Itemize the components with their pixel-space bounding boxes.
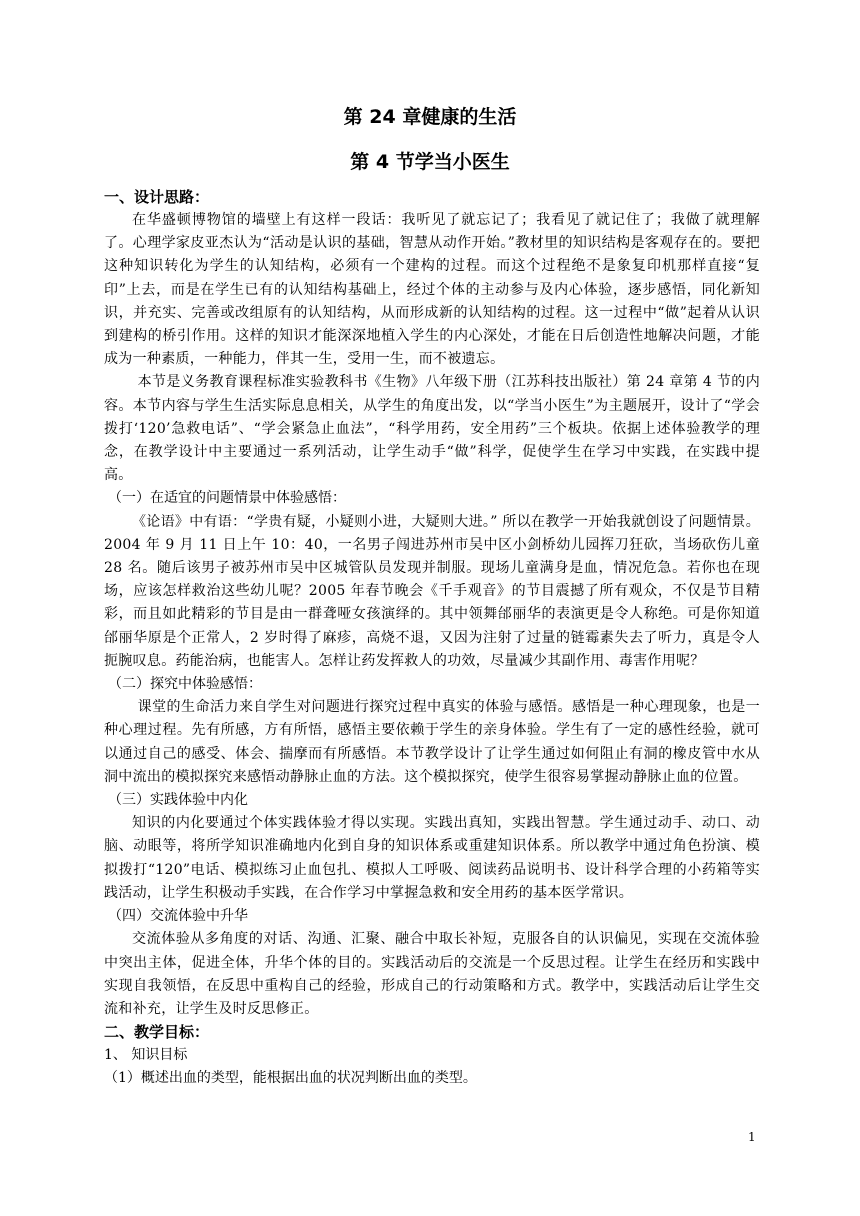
paragraph-exchange: 交流体验从多角度的对话、沟通、汇聚、融合中取长补短，克服各自的认识偏见，实现在交流体验中突出主体，促进全体，升华个体的目的。实践活动后的交流是一个反思过程。让学生在经历和实践中实现自我领悟，在反思中重构自己的经验，形成自己的行动策略和方式。教学中，实践活动后让学生交流和补充，让学生及时反思修正。 bbox=[104, 931, 760, 1017]
paragraph-problem-situation: 《论语》中有语：“学贵有疑，小疑则小进，大疑则大进。” 所以在教学一开始我就创设了问题情景。2004 年 9 月 11 日上午 10：40，一名男子闯进苏州市吴中区小剑桥幼儿园挥刀狂砍，当场砍伤儿童 28 名。随后该男子被苏州市吴中区城管队员发现并制服。现场儿童满身是血，情况危急。若你也在现场，应该怎样救治这些幼儿呢？2005 年春节晚会《千手观音》的节目震撼了所有观众，不仅是节目精彩，而且如此精彩的节目是由一群聋哑女孩演绎的。其中领舞邰丽华的表演更是令人称绝。可是你知道邰丽华原是个正常人，2 岁时得了麻疹，高烧不退，又因为注射了过量的链霉素失去了听力，真是令人扼腕叹息。药能治病，也能害人。怎样让药发挥救人的功效，尽量减少其副作用、毒害作用呢？ bbox=[104, 513, 760, 669]
chapter-title: 第 24 章健康的生活 bbox=[343, 106, 517, 128]
list-item-knowledge-goal: 1、 知识目标 bbox=[104, 1047, 188, 1064]
paragraph-inquiry: 课堂的生命活力来自学生对问题进行探究过程中真实的体验与感悟。感悟是一种心理现象，也是一种心理过程。先有所感，方有所悟，感悟主要依赖于学生的亲身体验。学生有了一定的感性经验，就可以通过自己的感受、体会、揣摩而有所感悟。本节教学设计了让学生通过如何阻止有洞的橡皮管中水从洞中流出的模拟探究来感悟动静脉止血的方法。这个模拟探究，使学生很容易掌握动静脉止血的位置。 bbox=[104, 699, 760, 785]
section-title: 第 4 节学当小医生 bbox=[350, 151, 510, 173]
subheading-practice: （三）实践体验中内化 bbox=[108, 792, 248, 809]
subheading-inquiry: （二）探究中体验感悟： bbox=[108, 676, 262, 693]
list-item-bleeding-types: （1）概述出血的类型，能根据出血的状况判断出血的类型。 bbox=[104, 1070, 477, 1087]
subheading-problem-situation: （一）在适宜的问题情景中体验感悟： bbox=[108, 490, 346, 507]
paragraph-intro: 在华盛顿博物馆的墙壁上有这样一段话：我听见了就忘记了；我看见了就记住了；我做了就理解了。心理学家皮亚杰认为“活动是认识的基础，智慧从动作开始。”教材里的知识结构是客观存在的。要把这种知识转化为学生的认知结构，必须有一个建构的过程。而这个过程绝不是象复印机那样直接“复印”上去，而是在学生已有的认知结构基础上，经过个体的主动参与及内心体验，逐步感悟，同化新知识，并充实、完善或改组原有的认知结构，从而形成新的认知结构的过程。这一过程中“做”起着从认识到建构的桥引作用。这样的知识才能深深地植入学生的内心深处，才能在日后创造性地解决问题，才能成为一种素质，一种能力，伴其一生，受用一生，而不被遗忘。 bbox=[104, 212, 760, 368]
document-body bbox=[104, 186, 760, 1091]
paragraph-textbook: 本节是义务教育课程标准实验教科书《生物》八年级下册（江苏科技出版社）第 24 章第 4 节的内容。本节内容与学生生活实际息息相关，从学生的角度出发，以“学当小医生”为主题展开，设计了“学会拨打‘120’急救电话”、“学会紧急止血法”，“科学用药，安全用药”三个板块。依据上述体验教学的理念，在教学设计中主要通过一系列活动，让学生动手“做”科学，促使学生在学习中实践，在实践中提高。 bbox=[104, 374, 760, 484]
subheading-exchange: （四）交流体验中升华 bbox=[108, 908, 248, 925]
heading-teaching-goals: 二、教学目标： bbox=[104, 1023, 210, 1042]
page-number: 1 bbox=[748, 1130, 756, 1144]
paragraph-practice: 知识的内化要通过个体实践体验才得以实现。实践出真知，实践出智慧。学生通过动手、动口、动脑、动眼等，将所学知识准确地内化到自身的知识体系或重建知识体系。所以教学中通过角色扮演、模拟拨打“120”电话、模拟练习止血包扎、模拟人工呼吸、阅读药品说明书、设计科学合理的小药箱等实践活动，让学生积极动手实践，在合作学习中掌握急救和安全用药的基本医学常识。 bbox=[104, 815, 760, 901]
heading-design-ideas: 一、设计思路： bbox=[104, 188, 210, 206]
